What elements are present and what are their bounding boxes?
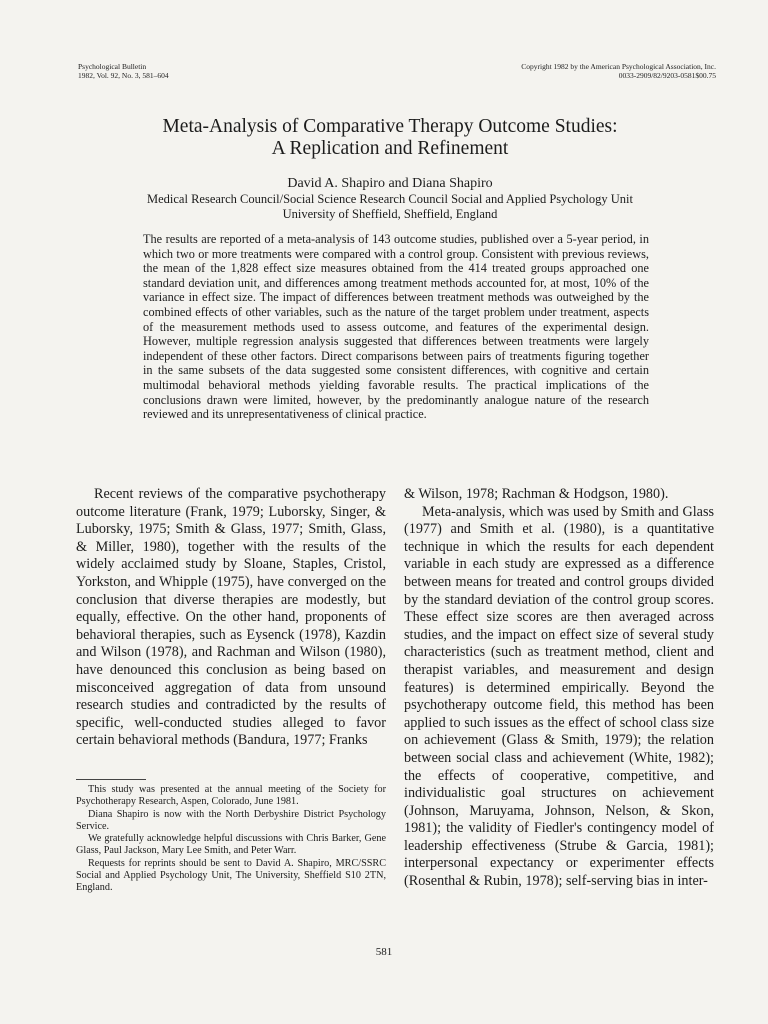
footnote-2: Diana Shapiro is now with the North Derbyshire District Psychology Service. — [76, 808, 386, 832]
title-line-1: Meta-Analysis of Comparative Therapy Outcome Studies: — [162, 116, 618, 137]
abstract: The results are reported of a meta-analysis of 143 outcome studies, published over a 5-year period, in which two or more treatments were compared with a control group. Consistent with previous reviews, the mean of the 1,828 effect size measures obtained from the 414 treated groups approached one standard deviation unit, and differences among treatment methods accounted for, at most, 10% of the variance in effect size. The impact of differences between treatment methods was outweighed by the combined effects of other variables, such as the nature of the target problem under treatment, aspects of the measurement methods used to assess outcome, and features of the experimental design. However, multiple regression analysis suggested that differences between treatments were largely independent of these other factors. Direct comparisons between pairs of treatments figuring together in the same subsets of the data suggested some consistent differences, with cognitive and certain multimodal behavioral methods yielding favorable results. The practical implications of the conclusions drawn were limited, however, by the predominantly analogue nature of the research reviewed and its unrepresentativeness of clinical practice. — [143, 232, 649, 422]
copyright-notice: Copyright 1982 by the American Psychological Association, Inc. — [521, 62, 716, 71]
affiliation-line-1: Medical Research Council/Social Science Research Council Social and Applied Psychology Unit — [147, 192, 633, 206]
body-paragraph-2: Meta-analysis, which was used by Smith and Glass (1977) and Smith et al. (1980), is a quantitative technique in which the results for each dependent variable in each study are expressed as a difference between means for treated and control groups divided by the standard deviation of the control group scores. These effect size scores are then averaged across studies, and the impact on effect size of several study characteristics (such as treatment method, client and therapist variables, and measurement and design features) is determined empirically. Beyond the psychotherapy outcome field, this method has been applied to such issues as the effect of school class size on achievement (Glass & Smith, 1979); the relation between social class and achievement (White, 1982); the effects of cooperative, competitive, and individualistic goal structures on achievement (Johnson, Maruyama, Johnson, Nelson, & Skon, 1981); the validity of Fiedler's contingency model of leadership effectiveness (Strube & Garcia, 1981); interpersonal expectancy or experimenter effects (Rosenthal & Rubin, 1978); self-serving bias in inter- — [404, 503, 714, 890]
title-line-2: A Replication and Refinement — [271, 138, 509, 159]
body-column-right — [404, 486, 714, 891]
article-code: 0033-2909/82/9203-0581$00.75 — [618, 71, 716, 80]
body-paragraph-1: Recent reviews of the comparative psychotherapy outcome literature (Frank, 1979; Luborsky, Singer, & Luborsky, 1975; Smith & Glass, 1977; Smith, Glass, & Miller, 1980), together with the results of the widely acclaimed study by Sloane, Staples, Cristol, Yorkston, and Whipple (1975), have converged on the conclusion that diverse therapies are modestly, but equally, effective. On the other hand, proponents of behavioral therapies, such as Eysenck (1978), Kazdin and Wilson (1978), and Rachman and Wilson (1980), have denounced this conclusion as being based on misconceived aggregation of data from unsound research studies and contradicted by the results of specific, well-conducted studies alleged to favor certain behavioral methods (Bandura, 1977; Franks — [76, 486, 386, 749]
footnote-4: Requests for reprints should be sent to David A. Shapiro, MRC/SSRC Social and Applied Psychology Unit, The University, Sheffield S10 2TN, England. — [76, 857, 386, 894]
article-title — [60, 116, 720, 160]
footnote-divider — [76, 779, 146, 780]
journal-header — [78, 62, 169, 80]
body-column-left — [76, 486, 386, 750]
footnote-1: This study was presented at the annual meeting of the Society for Psychotherapy Research, Aspen, Colorado, June 1981. — [76, 784, 386, 808]
footnotes — [76, 784, 386, 895]
volume-info: 1982, Vol. 92, No. 3, 581–604 — [78, 71, 169, 80]
footnote-3: We gratefully acknowledge helpful discussions with Chris Barker, Gene Glass, Paul Jackson, Mary Lee Smith, and Peter Warr. — [76, 833, 386, 857]
title-block — [60, 116, 720, 222]
body-paragraph-continued: & Wilson, 1978; Rachman & Hodgson, 1980). — [404, 486, 669, 502]
affiliation-line-2: University of Sheffield, Sheffield, England — [282, 207, 498, 221]
copyright-header — [521, 62, 716, 80]
journal-name: Psychological Bulletin — [78, 62, 147, 71]
page-number: 581 — [375, 946, 393, 958]
authors: David A. Shapiro and Diana Shapiro — [287, 176, 493, 191]
